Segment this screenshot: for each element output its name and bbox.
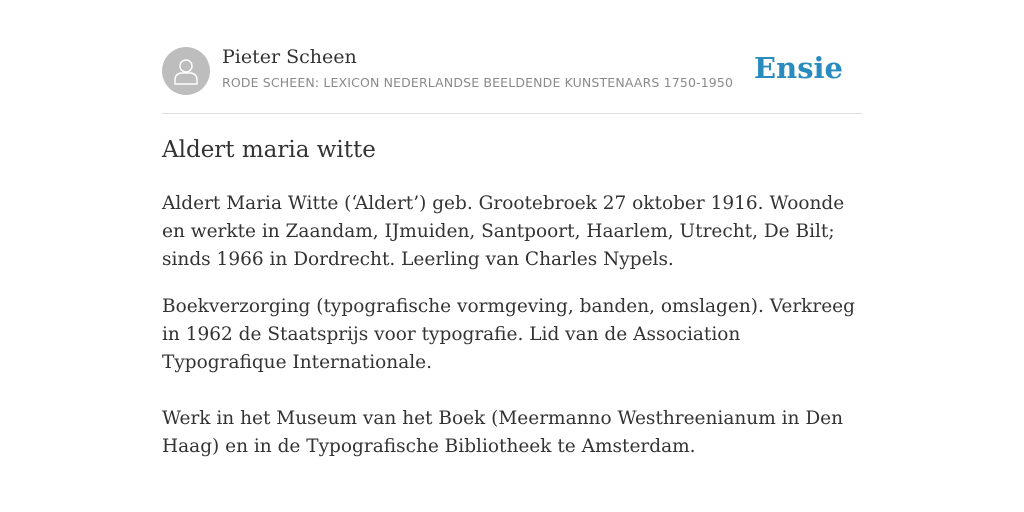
- article-title: Aldert maria witte: [162, 137, 376, 163]
- source-title[interactable]: RODE SCHEEN: LEXICON NEDERLANDSE BEELDENDE KUNSTENAARS 1750-1950: [222, 75, 734, 90]
- user-icon: [173, 57, 199, 85]
- article-paragraph-1: Aldert Maria Witte (‘Aldert’) geb. Grootebroek 27 oktober 1916. Woonde en werkte in Zaandam, IJmuiden, Santpoort, Haarlem, Utrecht, De Bilt; sinds 1966 in Dordrecht. Leerling van Charles Nypels.: [162, 193, 845, 270]
- article-paragraph-3: Werk in het Museum van het Boek (Meermanno Westhreenianum in Den Haag) en in de Typografische Bibliotheek te Amsterdam.: [162, 408, 844, 457]
- brand-logo[interactable]: Ensie: [754, 51, 843, 85]
- entry-header: [162, 46, 862, 96]
- header-divider: [162, 113, 862, 114]
- author-avatar[interactable]: [162, 47, 210, 95]
- article-paragraph-2: Boekverzorging (typografische vormgeving, banden, omslagen). Verkreeg in 1962 de Staatsprijs voor typografie. Lid van de Association Typografique Internationale.: [162, 296, 855, 373]
- author-name[interactable]: Pieter Scheen: [222, 46, 357, 68]
